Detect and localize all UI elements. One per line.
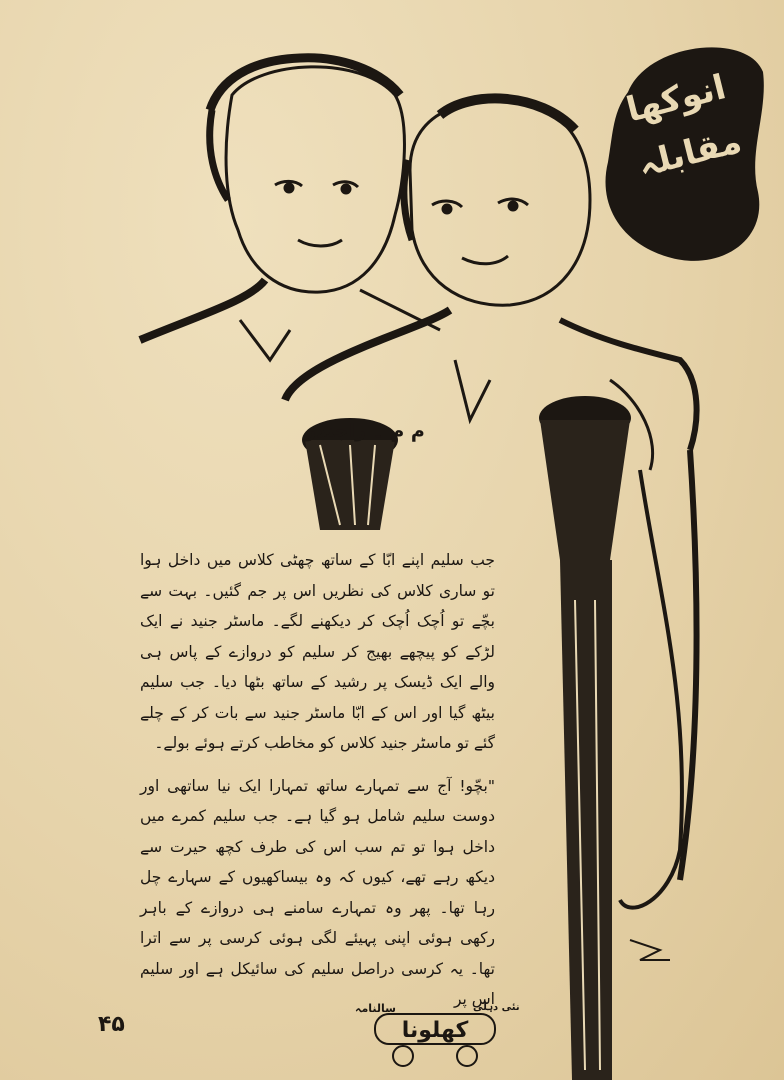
author-name: م م ۔ راجندر xyxy=(305,420,425,442)
story-paragraph: جب سلیم اپنے ابّا کے ساتھ چھٹی کلاس میں داخل ہوا تو ساری کلاس کی نظریں اس پر جم گئیں۔ بہت سے بچّے تو اُچک اُچک کر دیکھنے لگے۔ ماسٹر جنید نے ایک لڑکے کو پیچھے بھیج کر سلیم کو دروازے کے پاس ہی والے ایک ڈیسک پر رشید کے ساتھ بٹھا دیا۔ جب سلیم بیٹھ گیا اور اس کے ابّا ماسٹر جنید سے بات کر کے چلے گئے تو ماسٹر جنید کلاس کو مخاطب کرتے ہوئے بولے۔ xyxy=(140,551,495,752)
magazine-tag: سالنامہ xyxy=(355,1002,396,1015)
story-text xyxy=(140,545,495,1027)
right-microphone xyxy=(539,396,697,1080)
magazine-city: نئی دہلی xyxy=(473,1002,520,1013)
story-title: انوکھا مقابلہ xyxy=(622,67,746,186)
magazine-name: کھلونا xyxy=(401,1018,469,1043)
left-boy-drawing xyxy=(140,58,440,360)
page-number: ۴۵ xyxy=(98,1012,125,1037)
story-paragraph: "بچّو! آج سے تمہارے ساتھ تمہارا ایک نیا ساتھی اور دوست سلیم شامل ہو گیا ہے۔ جب سلیم کمرے میں داخل ہوا تو تم سب اس کی طرف کچھ حیرت سے دیکھ رہے تھے، کیوں کہ وہ بیساکھیوں کے سہارے چل رہا تھا۔ پھر وہ تمہارے سامنے ہی دروازے کے باہر رکھی ہوئی اپنی پہیئے لگی ہوئی کرسی پر سے اترا تھا۔ یہ کرسی دراصل سلیم کی سائیکل ہے اور سلیم اس پر xyxy=(140,776,495,1008)
